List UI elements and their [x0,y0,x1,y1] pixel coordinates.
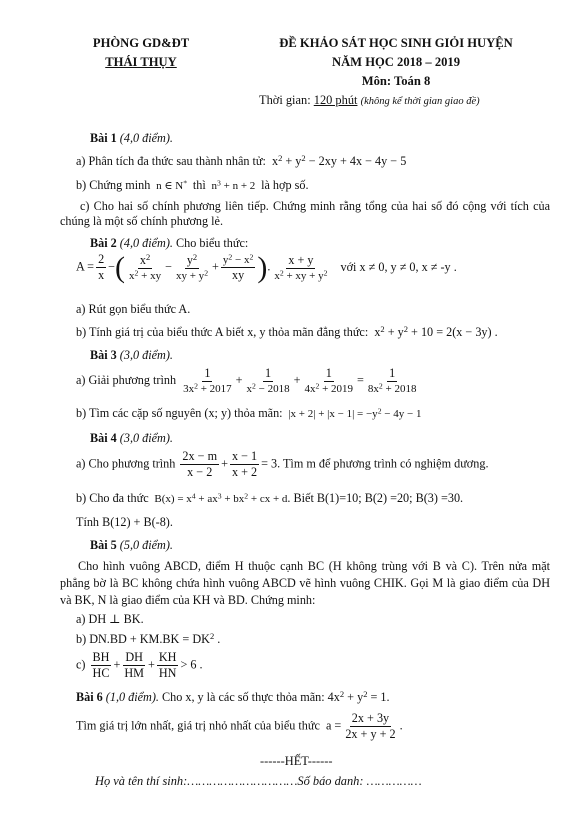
exam-title: ĐỀ KHẢO SÁT HỌC SINH GIỎI HUYỆN [279,36,513,50]
bai3-b: b) Tìm các cặp số nguyên (x; y) thỏa mãn: $|x + 2| + |x - 1| = -y^2 - 4y - 1$ [76,406,422,420]
school-year: NĂM HỌC 2018 – 2019 [331,55,461,69]
time-note: (không kể thời gian giao đề) [360,96,480,107]
bai5-c: c) $\frac{BH}{HC}$ + $\frac{DH}{HM}$ + $\frac{KH}{HN}$ > 6 . [76,650,203,681]
candidate-info-line: Họ và tên thí sinh:…………………………Số báo danh: …………… [95,774,422,788]
bai5-heading: Bài 5 (5,0 điểm). [90,538,173,552]
bai5-a: a) DH ⊥ BK. [76,612,144,626]
bai1-heading: Bài 1 (4,0 điểm). [90,131,173,145]
bai4-a: a) Cho phương trình $\frac{2x - m}{x - 2}$ + $\frac{x - 1}{x + 2}$ = 3. Tìm m để phương trình có nghiệm dương. [76,449,489,480]
bai3-a: a) Giải phương trình $\frac{1}{3x^2 + 2017}$ + $\frac{1}{x^2 - 2018}$ + $\frac{1}{4x^2 + 2019}$ = $\frac{1}{8x^2 + 2018}$ [76,366,417,396]
bai5-intro: Cho hình vuông ABCD, điểm H thuộc cạnh BC (H không trùng với B và C). Trên nửa mặt phẳng bờ là BC không chứa hình vuông ABCD vẽ hình vuông CHIK. Gọi M là giao điểm của DH và BK, N là giao điểm của KH và BD. Chứng minh: [60,559,550,607]
bai2-expression: A = $\frac{2}{x}$ −( $\frac{x^2}{x^2 + xy}$ − $\frac{y^2}{xy + y^2}$ + $\frac{y^2 - x^2}{xy}$ ). $\frac{x + y}{x^2 + xy + y^2}$ với x ≠ 0, y ≠ 0, x ≠ -y . [76,250,457,284]
bai1-b: b) Chứng minh n ∈ N* thì $n^3 + n + 2$ là hợp số. [76,178,309,192]
district-name: THÁI THỤY [105,55,177,69]
bai6-question: Tìm giá trị lớn nhất, giá trị nhỏ nhất của biểu thức a = $\frac{2x + 3y}{2x + y + 2}$ . [76,711,403,742]
time-label: Thời gian: [259,93,311,107]
bai6-heading: Bài 6 (1,0 điểm). Cho x, y là các số thực thỏa mãn: $4x^2 + y^2 = 1$. [76,689,390,704]
bai2-a: a) Rút gọn biểu thức A. [76,302,191,316]
bai5-b: b) $DN.BD + KM.BK = DK^2$ . [76,631,221,646]
bai4-heading: Bài 4 (3,0 điểm). [90,431,173,445]
bai4-b-compute: Tính B(12) + B(-8). [76,515,173,529]
bai1-c: c) Cho hai số chính phương liên tiếp. Chứng minh rằng tổng của hai số đó cộng với tích của chúng là một số chính phương lẻ. [60,199,550,229]
bai1-a: a) Phân tích đa thức sau thành nhân tử: $x^2 + y^2 - 2xy + 4x - 4y - 5$ [76,153,407,168]
bai1-a-expression: $x^2 + y^2 - 2xy + 4x - 4y - 5$ [268,153,407,168]
subject: Môn: Toán 8 [361,74,431,88]
bai2-b: b) Tính giá trị của biểu thức A biết x, y thỏa mãn đẳng thức: $x^2 + y^2 + 10 = 2(x - 3y)$ . [76,324,498,339]
bai3-heading: Bài 3 (3,0 điểm). [90,348,173,362]
bai2-heading: Bài 2 (4,0 điểm). Cho biểu thức: [90,236,249,250]
exam-header [246,34,546,91]
bai4-b: b) Cho đa thức $B(x) = x^4 + ax^3 + bx^2$ + cx + d. Biết B(1)=10; B(2) =20; B(3) =30. [76,491,464,505]
time-value: 120 phút [313,93,358,107]
bai2-condition: với x ≠ 0, y ≠ 0, x ≠ -y . [340,259,457,274]
department-header [66,34,216,72]
time-line [259,93,480,109]
end-marker: ------HẾT------ [260,754,333,768]
department-name: PHÒNG GD&ĐT [92,36,190,50]
